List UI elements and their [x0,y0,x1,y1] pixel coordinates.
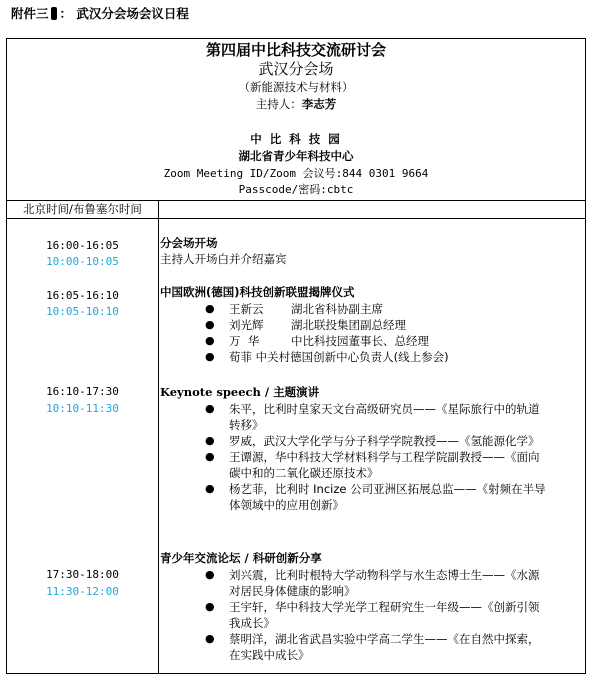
attachment-label: 附件三 [11,6,49,21]
bullet-icon: ● [205,600,215,613]
session-4-talks [7,567,585,663]
talk-line-2: 转移》 [229,418,264,432]
list-item [7,567,585,599]
talk-line-2: 在实践中成长》 [229,648,310,662]
session-3-title [160,384,319,400]
list-item [7,301,585,317]
content-column-header [159,200,585,219]
session-1-description: 主持人开场白并介绍嘉宾 [160,252,287,266]
bullet-icon: ● [205,568,215,581]
participant-role: 中关村德国创新中心负责人(线上参会) [255,350,449,364]
host-line [7,97,585,112]
session-3-title-en: Keynote speech [160,385,261,399]
organizer-2: 湖北省青少年科技中心 [238,149,354,163]
session-1-time-brussels: 10:00-10:05 [46,255,119,268]
session-4-time-beijing: 17:30-18:00 [46,568,119,581]
session-3-title-cn: / 主题演讲 [260,385,320,399]
agenda-table [6,38,586,674]
list-item [7,449,585,481]
talk-line-1: 王谭源，华中科技大学材料科学与工程学院副教授——《面向 [229,450,540,464]
bullet-icon: ● [205,482,215,495]
talk-line-1: 刘兴震，比利时根特大学动物科学与水生态博士生——《水源 [229,568,540,582]
participant-role: 中比科技园董事长、总经理 [291,334,429,348]
zoom-passcode: Passcode/密码:cbtc [238,183,354,196]
session-3-time-brussels: 10:10-11:30 [46,402,119,415]
list-item [7,349,585,365]
time-column-header: 北京时间/布鲁塞尔时间 [7,200,158,219]
session-1-title: 分会场开场 [160,236,218,250]
talk-line-2: 体领域中的应用创新》 [229,498,344,512]
agenda-header [7,39,585,201]
bullet-icon: ● [205,632,215,645]
talk-line-2: 对居民身体健康的影响》 [229,584,356,598]
bullet-icon: ● [205,402,215,415]
list-item [7,401,585,433]
conference-title: 第四届中比科技交流研讨会 [205,41,386,59]
session-1-time-beijing: 16:00-16:05 [46,239,119,252]
session-4-time-brussels: 11:30-12:00 [46,585,119,598]
host-name: 李志芳 [301,97,337,111]
redaction-mark [51,7,57,20]
participant-name: 刘光辉 [229,318,264,332]
host-label: 主持人： [255,97,302,111]
session-3-time-beijing: 16:10-17:30 [46,385,119,398]
topic-subtitle: （新能源技术与材料） [238,80,354,94]
attachment-title: ： 武汉分会场会议日程 [59,6,189,21]
session-2-title: 中国欧洲(德国)科技创新联盟揭牌仪式 [160,285,355,299]
participant-role: 湖北联投集团副总经理 [291,318,406,332]
talk-line-1: 罗威，武汉大学化学与分子科学学院教授——《氢能源化学》 [229,434,540,448]
list-item [7,433,585,449]
session-2-participants [7,301,585,365]
session-3-talks [7,401,585,513]
bullet-icon: ● [205,450,215,463]
participant-name: 王新云 [229,302,264,316]
bullet-icon: ● [205,318,215,331]
zoom-meeting-id: Zoom Meeting ID/Zoom 会议号:844 0301 9664 [163,167,429,180]
bullet-icon: ● [205,334,215,347]
list-item [7,317,585,333]
attachment-heading [11,4,189,22]
list-item [7,599,585,631]
session-2-time-beijing: 16:05-16:10 [46,289,119,302]
talk-line-1: 杨艺菲，比利时 Incize 公司亚洲区拓展总监——《射频在半导 [229,482,546,496]
participant-role: 湖北省科协副主席 [291,302,383,316]
talk-line-2: 我成长》 [229,616,275,630]
bullet-icon: ● [205,302,215,315]
bullet-icon: ● [205,434,215,447]
talk-line-1: 蔡明洋，湖北省武昌实验中学高二学生——《在自然中探索， [229,632,540,646]
session-2-time-brussels: 10:05-10:10 [46,305,119,318]
list-item [7,631,585,663]
participant-name: 荀菲 [229,350,252,364]
bullet-icon: ● [205,350,215,363]
list-item [7,333,585,349]
talk-line-1: 朱平，比利时皇家天文台高级研究员——《星际旅行中的轨道 [229,402,540,416]
talk-line-1: 王宇轩，华中科技大学光学工程研究生一年级——《创新引领 [229,600,540,614]
participant-name: 万 华 [229,334,260,348]
organizer-1: 中 比 科 技 园 [250,132,342,146]
session-4-title: 青少年交流论坛 / 科研创新分享 [160,551,322,565]
venue-name: 武汉分会场 [258,60,334,78]
list-item [7,481,585,513]
talk-line-2: 碳中和的二氧化碳还原技术》 [229,466,379,480]
